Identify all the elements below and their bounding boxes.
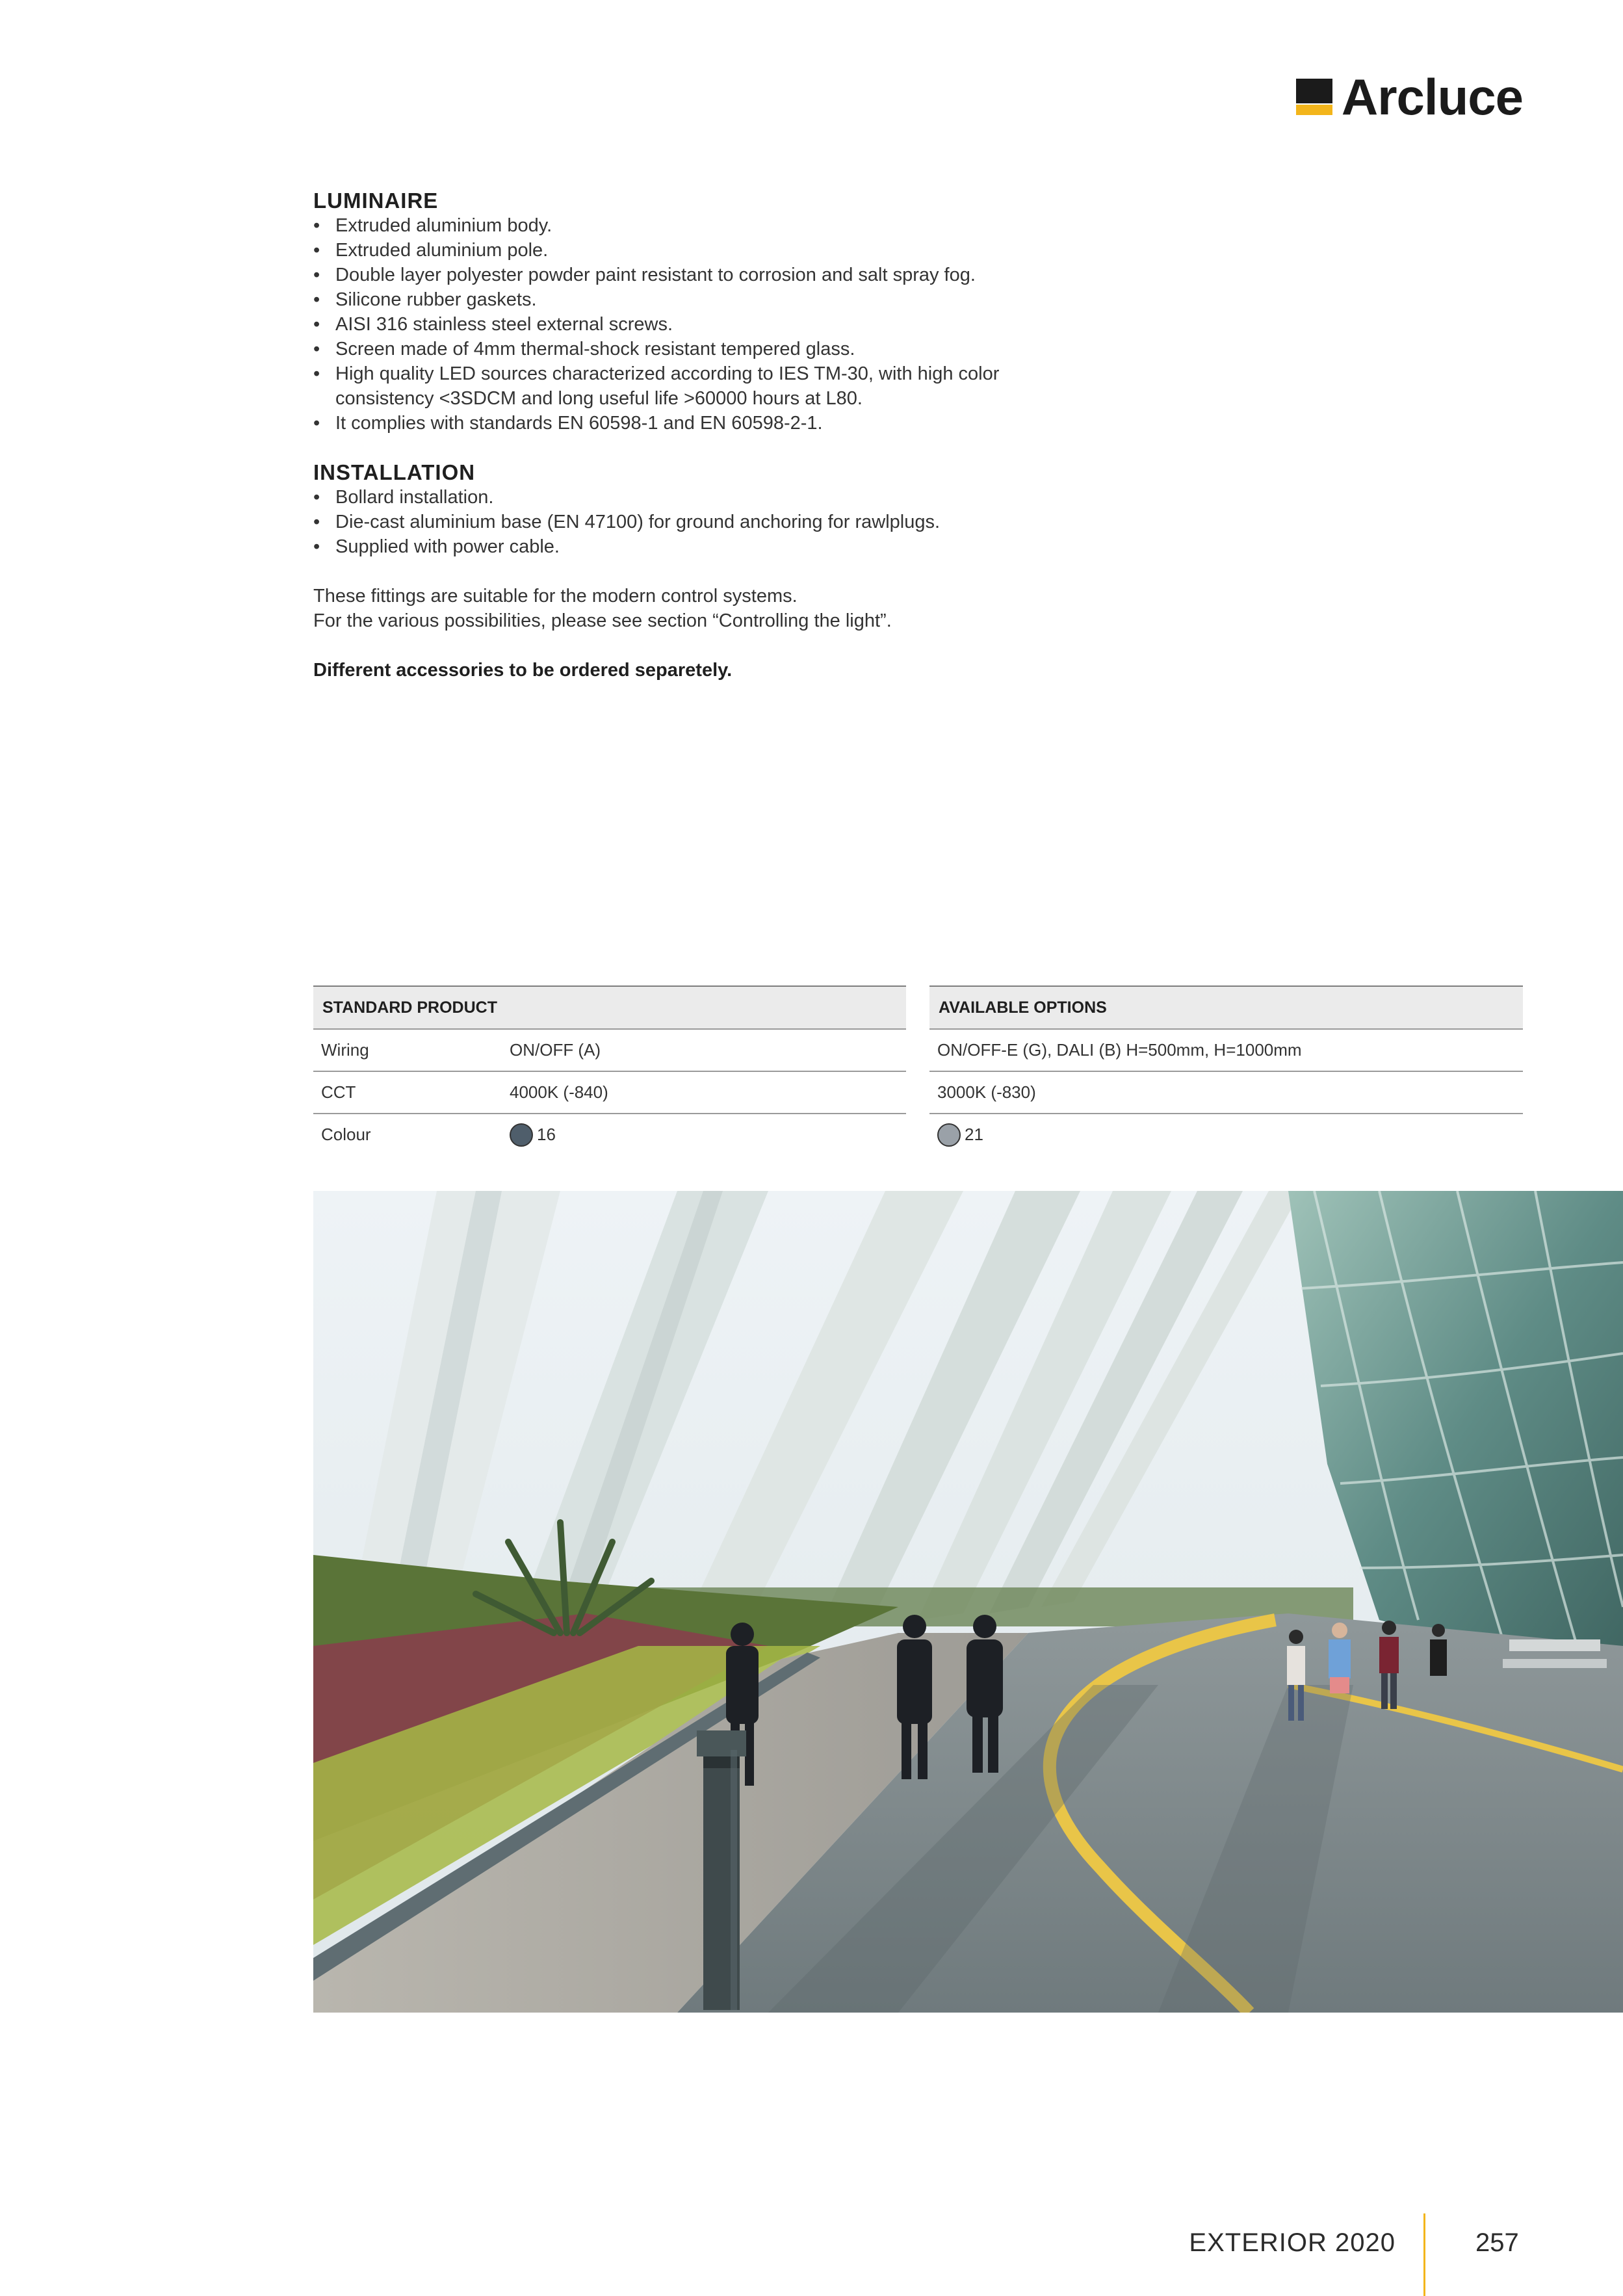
list-item: • Screen made of 4mm thermal-shock resistant tempered glass. — [313, 337, 1093, 361]
colour-swatch-icon — [937, 1123, 961, 1147]
brand-logo — [1296, 68, 1523, 125]
row-label: Wiring — [321, 1040, 369, 1060]
accessories-note: Different accessories to be ordered separetely. — [313, 660, 733, 681]
list-item: • Bollard installation. — [313, 485, 1093, 510]
luminaire-list — [313, 213, 1093, 436]
spec-text — [313, 189, 1093, 683]
logo-text: Arcluce — [1341, 68, 1523, 125]
footer-section: EXTERIOR 2020 — [1189, 2228, 1396, 2257]
list-item: • Die-cast aluminium base (EN 47100) for ground anchoring for rawlplugs. — [313, 510, 1093, 534]
table-row — [313, 1072, 906, 1114]
table-row — [929, 1072, 1523, 1114]
list-item: • Silicone rubber gaskets. — [313, 287, 1093, 312]
available-options-table — [929, 985, 1523, 1155]
application-photo — [313, 1191, 1623, 2013]
table-row — [929, 1030, 1523, 1072]
available-options-header: AVAILABLE OPTIONS — [929, 987, 1523, 1030]
logo-mark-icon — [1296, 79, 1332, 115]
installation-title: INSTALLATION — [313, 460, 476, 484]
table-row — [313, 1030, 906, 1072]
page-number: 257 — [1475, 2228, 1519, 2257]
table-row — [929, 1114, 1523, 1155]
row-value: 3000K (-830) — [937, 1082, 1036, 1102]
row-value — [929, 1123, 983, 1147]
list-item: • Extruded aluminium body. — [313, 213, 1093, 238]
list-item: • AISI 316 stainless steel external screws. — [313, 312, 1093, 337]
installation-list — [313, 485, 1093, 559]
control-note-1: These fittings are suitable for the modern control systems. — [313, 586, 798, 607]
colour-swatch-icon — [510, 1123, 533, 1147]
standard-product-table — [313, 985, 906, 1155]
list-item: • Double layer polyester powder paint resistant to corrosion and salt spray fog. — [313, 263, 1093, 287]
row-value: 4000K (-840) — [510, 1082, 608, 1102]
standard-product-header: STANDARD PRODUCT — [313, 987, 906, 1030]
row-label: CCT — [321, 1082, 356, 1102]
row-label: Colour — [321, 1125, 371, 1144]
list-item: • Supplied with power cable. — [313, 534, 1093, 559]
list-item: • High quality LED sources characterized according to IES TM-30, with high color consistency <3SDCM and long useful life >60000 hours at L80. — [313, 361, 1070, 411]
row-value: ON/OFF-E (G), DALI (B) H=500mm, H=1000mm — [937, 1040, 1302, 1060]
list-item: • It complies with standards EN 60598-1 and EN 60598-2-1. — [313, 411, 1093, 436]
luminaire-title: LUMINAIRE — [313, 189, 439, 213]
row-value — [510, 1123, 556, 1147]
colour-code: 21 — [965, 1125, 983, 1144]
footer-divider — [1423, 2213, 1425, 2296]
table-row — [313, 1114, 906, 1155]
list-item: • Extruded aluminium pole. — [313, 238, 1093, 263]
colour-code: 16 — [537, 1125, 556, 1144]
control-note-2: For the various possibilities, please see section “Controlling the light”. — [313, 610, 892, 631]
row-value: ON/OFF (A) — [510, 1040, 601, 1060]
